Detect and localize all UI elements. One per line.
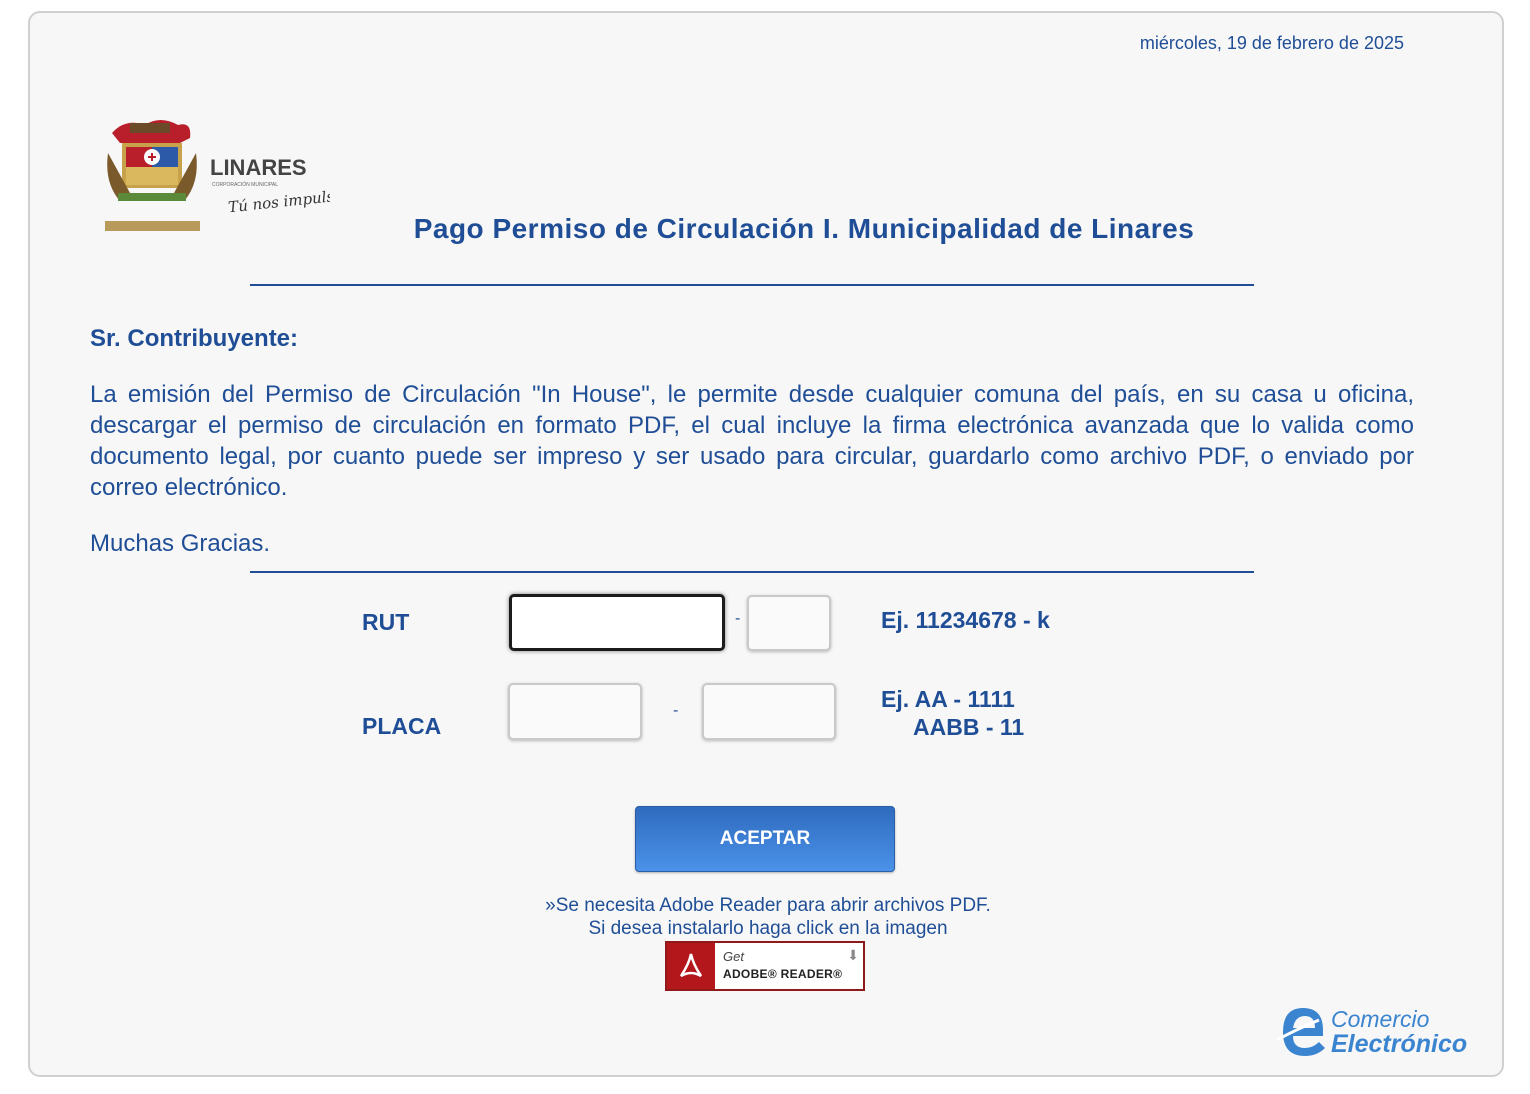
brand-line2: Electrónico [1331, 1030, 1468, 1058]
placa-example: Ej. AA - 1111 [881, 686, 1015, 712]
rut-number-input[interactable] [509, 594, 725, 651]
adobe-reader-text: ADOBE® READER® [723, 967, 843, 981]
divider [250, 284, 1254, 286]
thanks-text: Muchas Gracias. [90, 530, 271, 557]
brand-line1: Comercio [1331, 1006, 1430, 1032]
rut-separator: - [735, 610, 741, 627]
main-panel [28, 11, 1504, 1077]
e-letter-icon [1275, 1000, 1331, 1062]
greeting: Sr. Contribuyente: [90, 325, 299, 352]
comercio-electronico-logo [1275, 1000, 1485, 1062]
adobe-get-text: Get [723, 949, 744, 964]
divider [250, 571, 1254, 573]
placa-separator: - [673, 702, 679, 719]
svg-text:Tú nos impulsas!: Tú nos impulsas! [227, 184, 330, 217]
pdf-icon [667, 943, 715, 989]
svg-text:LINARES: LINARES [210, 155, 307, 180]
get-adobe-reader-button[interactable] [665, 941, 865, 991]
svg-text:CORPORACIÓN MUNICIPAL: CORPORACIÓN MUNICIPAL [212, 182, 279, 188]
adobe-note-instructions: Si desea instalarlo haga click en la imagen [588, 918, 948, 939]
placa-part2-input[interactable] [702, 683, 836, 740]
current-date: miércoles, 19 de febrero de 2025 [1139, 33, 1404, 53]
placa-label: PLACA [362, 713, 442, 739]
rut-label: RUT [362, 609, 410, 635]
rut-dv-input[interactable] [747, 595, 831, 651]
page-title: Pago Permiso de Circulación I. Municipalidad de Linares [413, 213, 1195, 244]
intro-paragraph: La emisión del Permiso de Circulación "In House", le permite desde cualquier comuna del país, en su casa u oficina, descargar el permiso de circulación en formato PDF, el cual incluye la firma electrónica avanzada que lo valida como documento legal, por cuanto puede ser impreso y ser usado para circular, guardarlo como archivo PDF, o enviado por correo electrónico. [90, 381, 1414, 501]
placa-example-alt: AABB - 11 [913, 714, 1025, 740]
adobe-note: »Se necesita Adobe Reader para abrir archivos PDF. [545, 895, 991, 916]
download-arrow-icon: ⬇ [847, 947, 859, 963]
placa-part1-input[interactable] [508, 683, 642, 740]
accept-button[interactable]: ACEPTAR [635, 806, 895, 872]
rut-example: Ej. 11234678 - k [881, 607, 1050, 633]
